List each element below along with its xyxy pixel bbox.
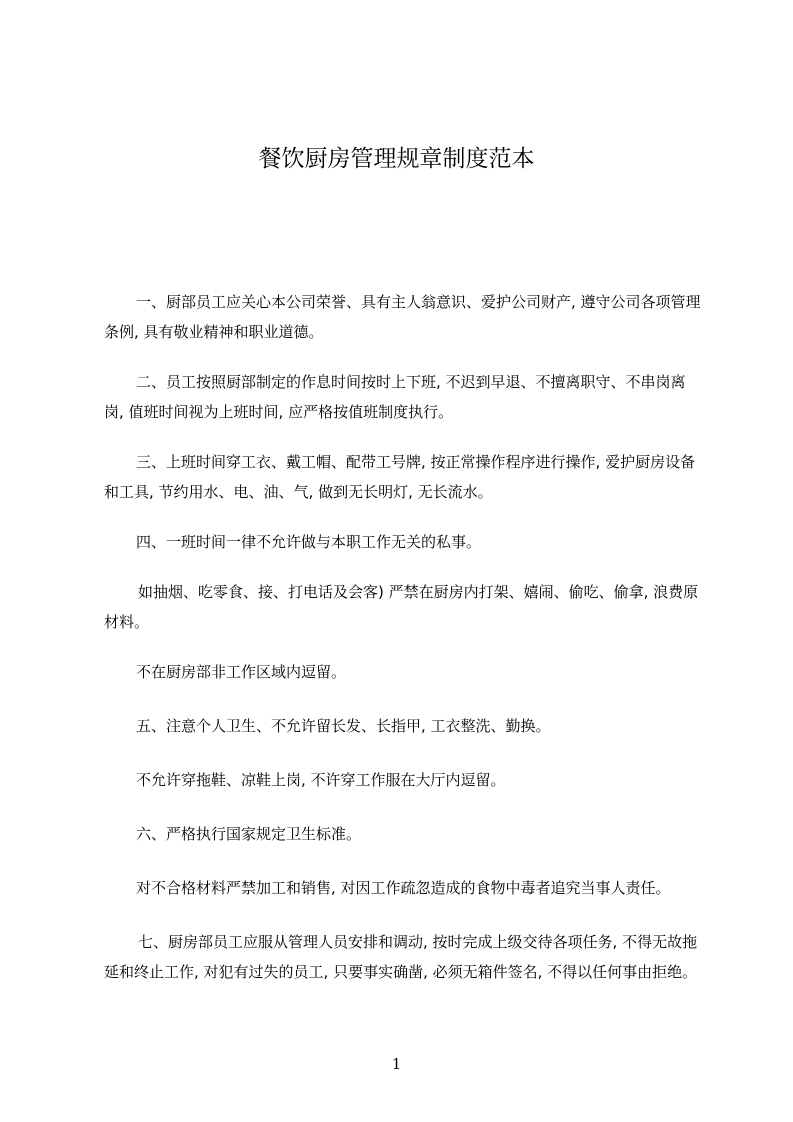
paragraph-9: 六、严格执行国家规定卫生标准。 [136, 825, 362, 843]
paragraph-5: 如抽烟、吃零食、接、打电话及会客) 严禁在厨房内打架、嬉闹、偷吃、偷拿, 浪费原材料。 [104, 583, 699, 631]
page-number: 1 [391, 1055, 402, 1073]
paragraph-7: 五、注意个人卫生、不允许留长发、长指甲, 工衣整洗、勤换。 [136, 717, 551, 735]
paragraph-8: 不允许穿拖鞋、凉鞋上岗, 不许穿工作服在大厅内逗留。 [136, 771, 506, 789]
paragraph-11: 七、厨房部员工应服从管理人员安排和调动, 按时完成上级交待各项任务, 不得无故拖延和终止工作, 对犯有过失的员工, 只要事实确凿, 必须无箱件签名, 不得以任何事由拒绝。 [104, 933, 698, 981]
document-title: 餐饮厨房管理规章制度范本 [258, 146, 535, 172]
paragraph-2: 二、员工按照厨部制定的作息时间按时上下班, 不迟到早退、不擅离职守、不串岗离岗, 值班时间视为上班时间, 应严格按值班制度执行。 [104, 373, 686, 421]
paragraph-10: 对不合格材料严禁加工和销售, 对因工作疏忽造成的食物中毒者追究当事人责任。 [136, 879, 671, 897]
paragraph-1: 一、厨部员工应关心本公司荣誉、具有主人翁意识、爱护公司财产, 遵守公司各项管理条例, 具有敬业精神和职业道德。 [104, 293, 701, 341]
paragraph-4: 四、一班时间一律不允许做与本职工作无关的私事。 [136, 533, 482, 551]
paragraph-6: 不在厨房部非工作区域内逗留。 [136, 663, 347, 681]
paragraph-3: 三、上班时间穿工衣、戴工帽、配带工号牌, 按正常操作程序进行操作, 爱护厨房设备和工具, 节约用水、电、油、气, 做到无长明灯, 无长流水。 [104, 453, 696, 501]
